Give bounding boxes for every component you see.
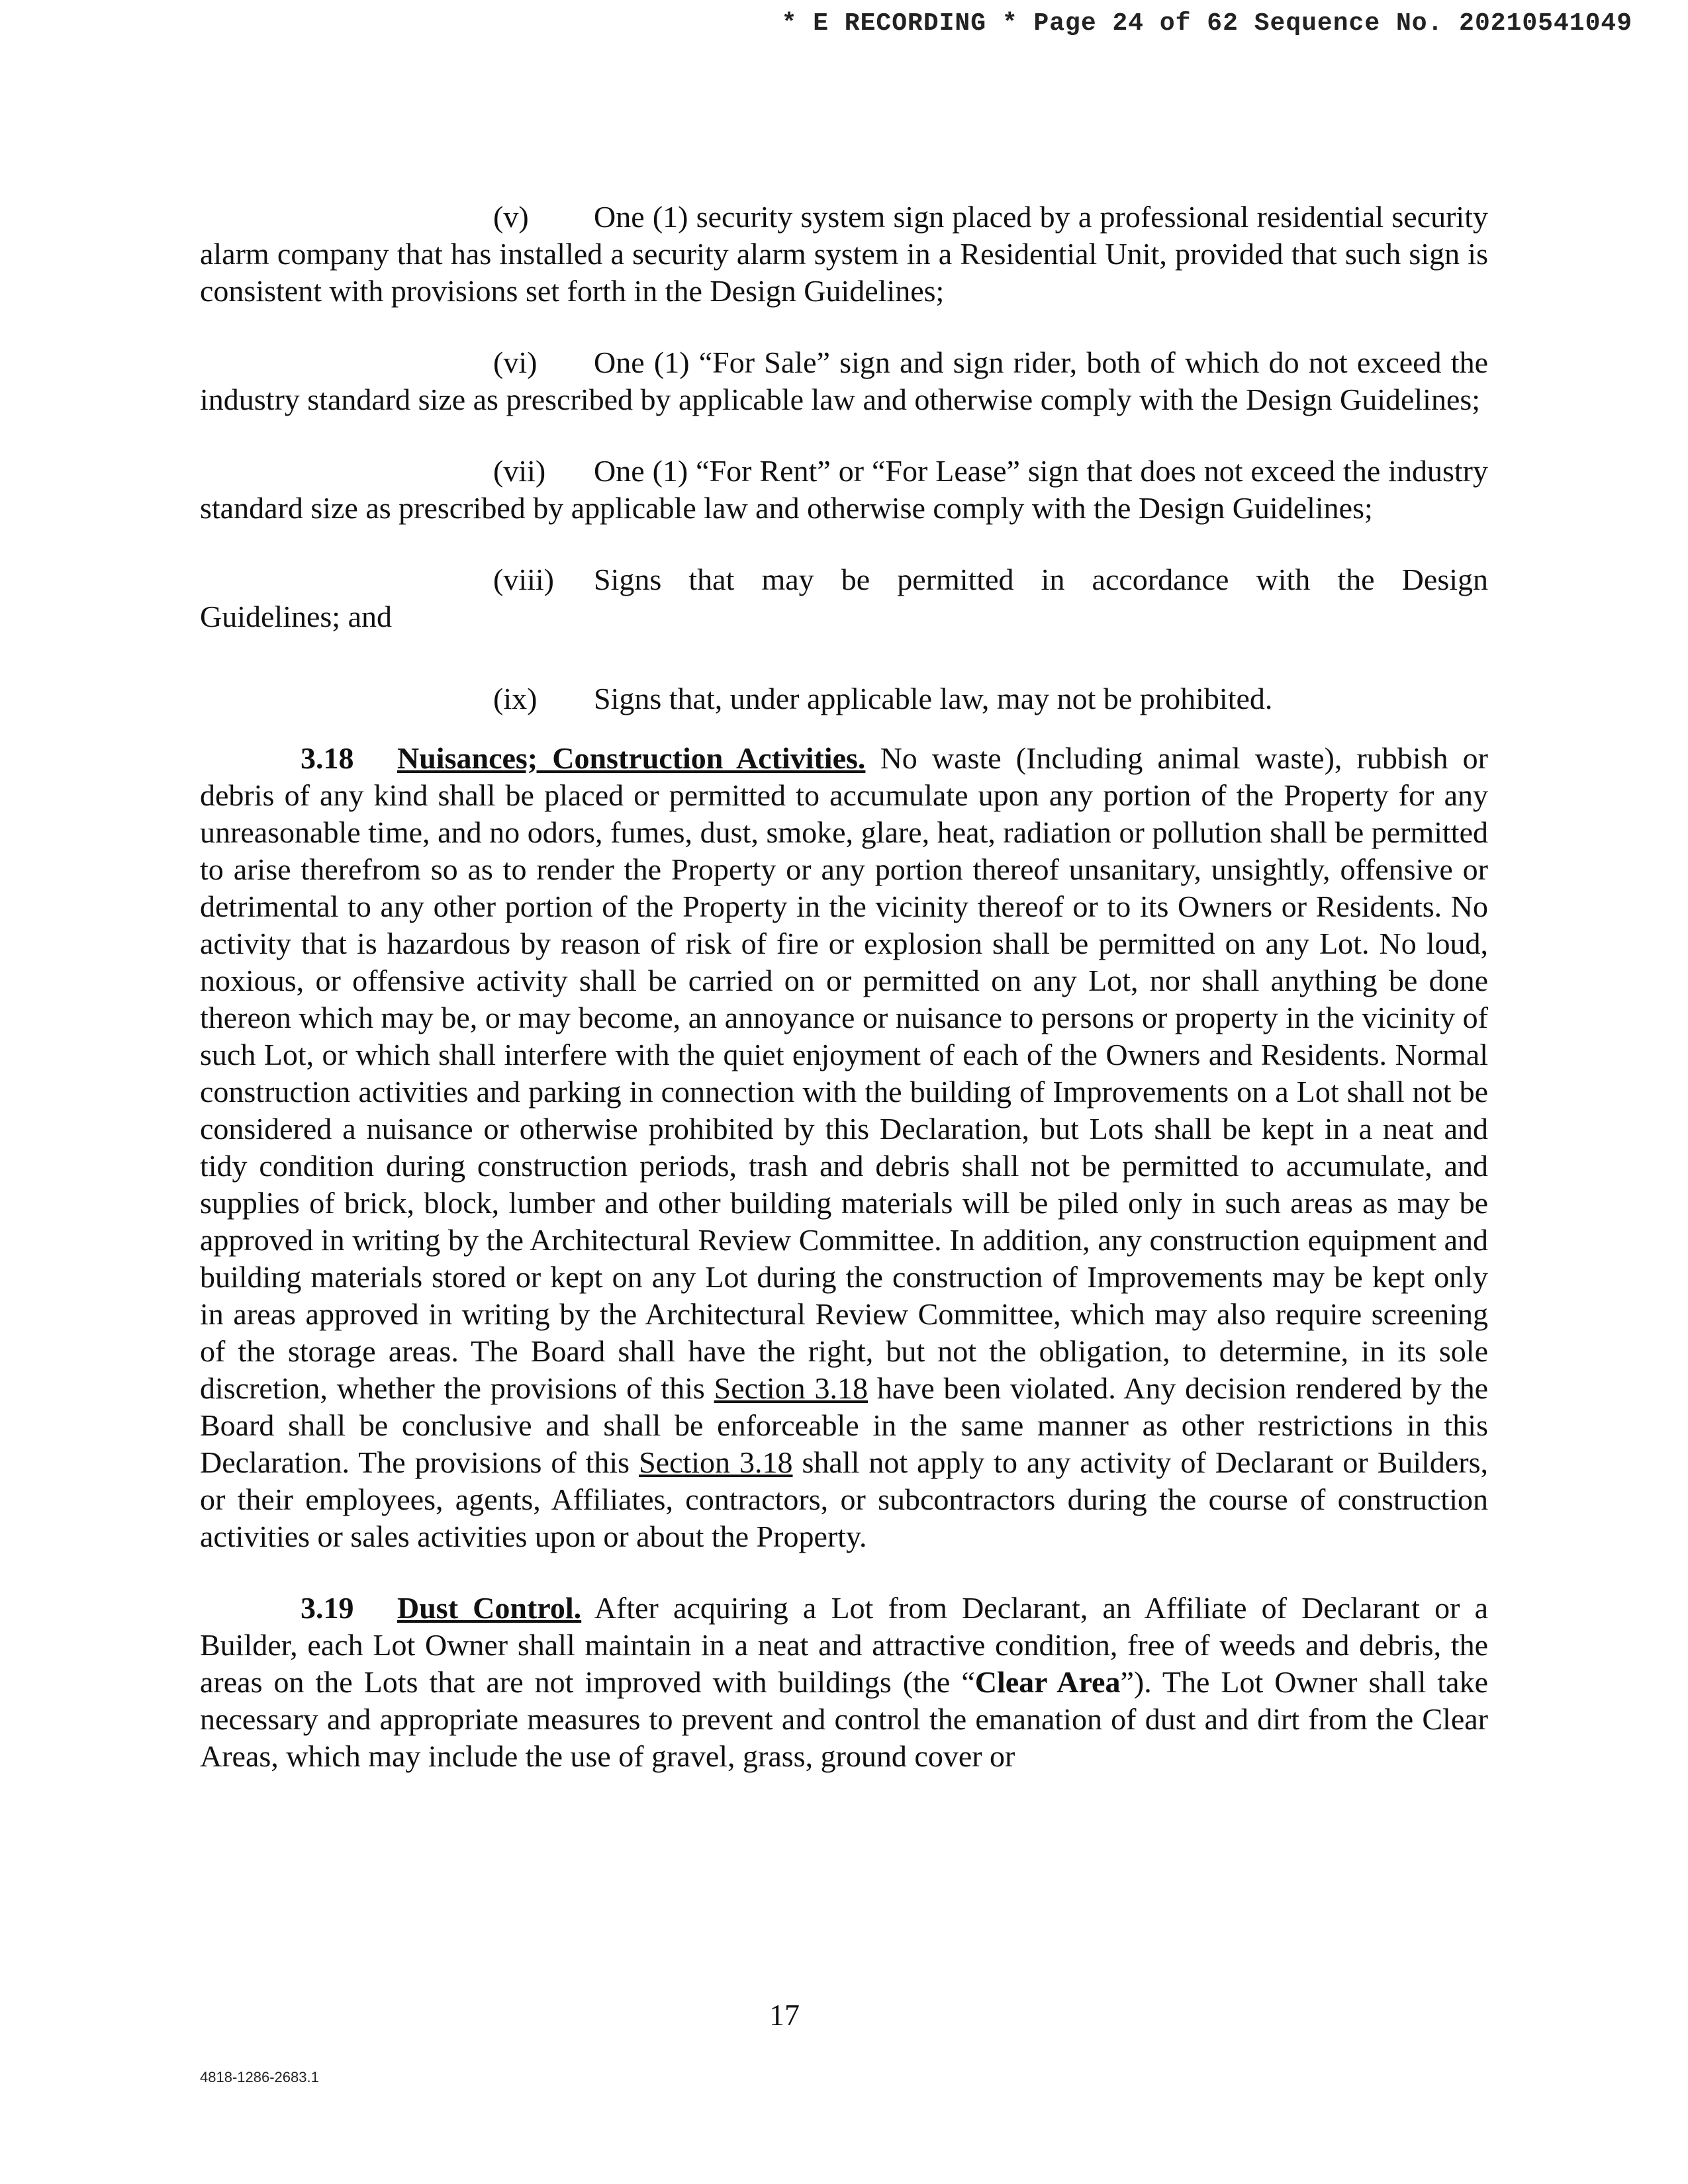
- item-viii-text: Signs that may be permitted in accordance with the Design: [594, 563, 1488, 596]
- section-3-19-title: Dust Control.: [397, 1591, 582, 1625]
- section-3-18-text-b: have been violated. Any decision rendered by the Board shall be conclusive and shall be enforceable in the same manner as other restrictions in this Declaration. The provisions of this: [200, 1371, 1489, 1479]
- item-v-text: One (1) security system sign placed by a professional residential security alarm company that has installed a security alarm system in a Residential Unit, provided that such sign is consistent with provisions set forth in the Design Guidelines;: [200, 200, 1488, 308]
- document-body: [200, 199, 1488, 1775]
- section-3-18: [200, 740, 1488, 1555]
- item-vi-label: (vi): [493, 345, 538, 379]
- section-3-19-text-b: ”). The Lot Owner shall take necessary and appropriate measures to prevent and control the emanation of dust and dirt from the Clear Areas, which may include the use of gravel, grass, ground cover or: [200, 1665, 1489, 1773]
- item-ix-label: (ix): [493, 682, 538, 715]
- section-3-18-text-a: No waste (Including animal waste), rubbish or debris of any kind shall be placed or permitted to accumulate upon any portion of the Property for any unreasonable time, and no odors, fumes, dust, smoke, glare, heat, radiation or pollution shall be permitted to arise therefrom so as to render the Property or any portion thereof unsanitary, unsightly, offensive or detrimental to any other portion of the Property in the vicinity thereof or to its Owners or Residents. No activity that is hazardous by reason of risk of fire or explosion shall be permitted on any Lot. No loud, noxious, or offensive activity shall be carried on or permitted on any Lot, nor shall anything be done thereon which may be, or may become, an annoyance or nuisance to persons or property in the vicinity of such Lot, or which shall interfere with the quiet enjoyment of each of the Owners and Residents. Normal construction activities and parking in connection with the building of Improvements on a Lot shall not be considered a nuisance or otherwise prohibited by this Declaration, but Lots shall be kept in a neat and tidy condition during construction periods, trash and debris shall not be permitted to accumulate, and supplies of brick, block, lumber and other building materials will be piled only in such areas as may be approved in writing by the Architectural Review Committee. In addition, any construction equipment and building materials stored or kept on any Lot during the construction of Improvements may be kept only in areas approved in writing by the Architectural Review Committee, which may also require screening of the storage areas. The Board shall have the right, but not the obligation, to determine, in its sole discretion, whether the provisions of this: [200, 741, 1489, 1405]
- item-v: [200, 199, 1488, 310]
- section-3-18-ref-2: Section 3.18: [639, 1445, 793, 1479]
- item-vii: [200, 453, 1488, 527]
- section-3-18-number: 3.18: [301, 741, 354, 775]
- section-3-19: [200, 1590, 1488, 1775]
- section-3-19-defined-term: Clear Area: [974, 1665, 1121, 1699]
- item-ix-text: Signs that, under applicable law, may not be prohibited.: [594, 682, 1273, 715]
- item-viii: [200, 561, 1488, 646]
- item-ix: [200, 680, 1488, 717]
- item-vi-text: One (1) “For Sale” sign and sign rider, both of which do not exceed the industry standard size as prescribed by applicable law and otherwise comply with the Design Guidelines;: [200, 345, 1488, 416]
- page-number: 17: [769, 1998, 800, 2032]
- section-3-19-text-a: After acquiring a Lot from Declarant, an Affiliate of Declarant or a Builder, each Lot Owner shall maintain in a neat and attractive condition, free of weeds and debris, the areas on the Lots that are not improved with buildings (the “: [200, 1591, 1488, 1699]
- item-vi: [200, 344, 1488, 418]
- document-id: 4818-1286-2683.1: [200, 2069, 319, 2085]
- recording-stamp: * E RECORDING * Page 24 of 62 Sequence No. 20210541049: [781, 9, 1632, 38]
- section-3-19-number: 3.19: [301, 1591, 354, 1625]
- item-viii-text-cont: Guidelines; and: [200, 600, 392, 633]
- item-viii-label: (viii): [493, 563, 554, 596]
- item-vii-label: (vii): [493, 454, 546, 488]
- section-3-18-ref-1: Section 3.18: [714, 1371, 868, 1405]
- section-3-18-title: Nuisances; Construction Activities.: [397, 741, 866, 775]
- section-3-18-text-c: shall not apply to any activity of Declarant or Builders, or their employees, agents, Affiliates, contractors, or subcontractors during the course of construction activities or sales activities upon or about the Property.: [200, 1445, 1489, 1553]
- item-vii-text: One (1) “For Rent” or “For Lease” sign that does not exceed the industry standard size as prescribed by applicable law and otherwise comply with the Design Guidelines;: [200, 454, 1488, 525]
- item-v-label: (v): [493, 200, 529, 234]
